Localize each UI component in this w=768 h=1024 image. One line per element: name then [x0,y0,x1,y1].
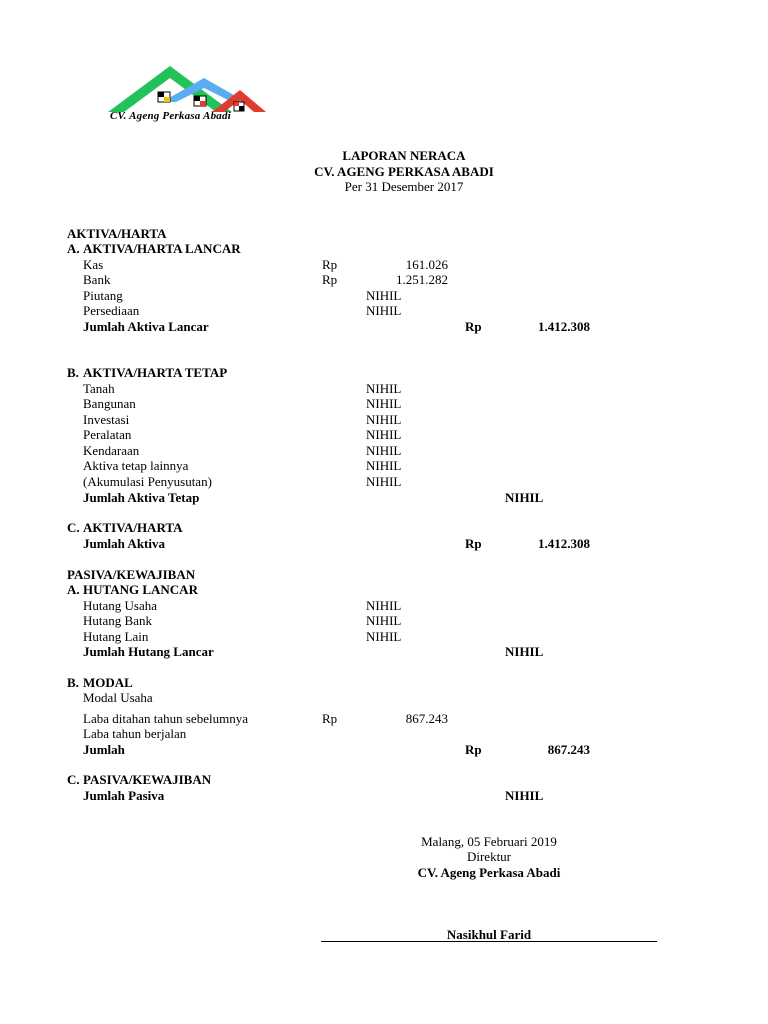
signature-place-date: Malang, 05 Februari 2019 [421,834,557,849]
jumlah-pasiva-label: Jumlah Pasiva [83,788,165,803]
report-period: Per 31 Desember 2017 [344,179,464,194]
kendaraan-value: NIHIL [366,443,402,458]
laba-ditahan-value: 867.243 [405,711,448,726]
aktiva-total-prefix: C. [67,520,80,535]
kas-value: 161.026 [405,257,448,272]
akumulasi-penyusutan-label: (Akumulasi Penyusutan) [83,474,212,489]
jumlah-aktiva-value: 1.412.308 [538,536,590,551]
jumlah-hutang-lancar-value: NIHIL [505,644,544,659]
signature-line [321,941,657,942]
jumlah-aktiva-label: Jumlah Aktiva [83,536,165,551]
persediaan-label: Persediaan [83,303,140,318]
laba-ditahan-currency: Rp [322,711,338,726]
bank-label: Bank [83,272,111,287]
pasiva-heading: PASIVA/KEWAJIBAN [67,567,196,582]
jumlah-aktiva-lancar-currency: Rp [465,319,482,334]
hutang-lain-value: NIHIL [366,629,402,644]
jumlah-aktiva-tetap-label: Jumlah Aktiva Tetap [83,490,200,505]
aktiva-total-heading: AKTIVA/HARTA [83,520,183,535]
bangunan-value: NIHIL [366,396,402,411]
signature-company: CV. Ageng Perkasa Abadi [417,865,561,880]
logo-window-middle [194,96,206,106]
hutang-bank-value: NIHIL [366,613,402,628]
aktiva-tetap-lainnya-value: NIHIL [366,458,402,473]
jumlah-aktiva-tetap-value: NIHIL [505,490,544,505]
bank-currency: Rp [322,272,338,287]
report-company: CV. AGENG PERKASA ABADI [314,164,494,179]
akumulasi-penyusutan-value: NIHIL [366,474,402,489]
signature-name: Nasikhul Farid [446,927,532,942]
logo-window-left [158,92,170,102]
hutang-lancar-prefix: A. [67,582,80,597]
jumlah-aktiva-currency: Rp [465,536,482,551]
pasiva-total-heading: PASIVA/KEWAJIBAN [83,772,212,787]
logo-window-right [234,102,244,111]
jumlah-aktiva-lancar-label: Jumlah Aktiva Lancar [83,319,209,334]
modal-prefix: B. [67,675,79,690]
aktiva-lancar-prefix: A. [67,241,80,256]
piutang-value: NIHIL [366,288,402,303]
report-title: LAPORAN NERACA [342,148,466,163]
pasiva-total-prefix: C. [67,772,80,787]
peralatan-value: NIHIL [366,427,402,442]
jumlah-aktiva-lancar-value: 1.412.308 [538,319,590,334]
hutang-bank-label: Hutang Bank [83,613,152,628]
bank-value: 1.251.282 [396,272,448,287]
hutang-lain-label: Hutang Lain [83,629,149,644]
jumlah-hutang-lancar-label: Jumlah Hutang Lancar [83,644,214,659]
bangunan-label: Bangunan [83,396,136,411]
jumlah-modal-value: 867.243 [547,742,590,757]
jumlah-pasiva-value: NIHIL [505,788,544,803]
aktiva-heading: AKTIVA/HARTA [67,226,167,241]
hutang-lancar-heading: HUTANG LANCAR [83,582,198,597]
aktiva-tetap-heading: AKTIVA/HARTA TETAP [83,365,228,380]
aktiva-lancar-heading: AKTIVA/HARTA LANCAR [83,241,241,256]
jumlah-modal-label: Jumlah [83,742,125,757]
tanah-label: Tanah [83,381,115,396]
investasi-value: NIHIL [366,412,402,427]
logo-company-name: CV. Ageng Perkasa Abadi [110,110,231,122]
peralatan-label: Peralatan [83,427,132,442]
laba-ditahan-label: Laba ditahan tahun sebelumnya [83,711,248,726]
hutang-usaha-label: Hutang Usaha [83,598,158,613]
piutang-label: Piutang [83,288,123,303]
kendaraan-label: Kendaraan [83,443,140,458]
laba-tahun-berjalan-label: Laba tahun berjalan [83,726,187,741]
tanah-value: NIHIL [366,381,402,396]
signature-role: Direktur [466,849,512,864]
investasi-label: Investasi [83,412,130,427]
hutang-usaha-value: NIHIL [366,598,402,613]
modal-usaha-label: Modal Usaha [83,690,153,705]
aktiva-tetap-prefix: B. [67,365,79,380]
jumlah-modal-currency: Rp [465,742,482,757]
modal-heading: MODAL [83,675,133,690]
aktiva-tetap-lainnya-label: Aktiva tetap lainnya [83,458,189,473]
kas-label: Kas [83,257,104,272]
persediaan-value: NIHIL [366,303,402,318]
kas-currency: Rp [322,257,338,272]
